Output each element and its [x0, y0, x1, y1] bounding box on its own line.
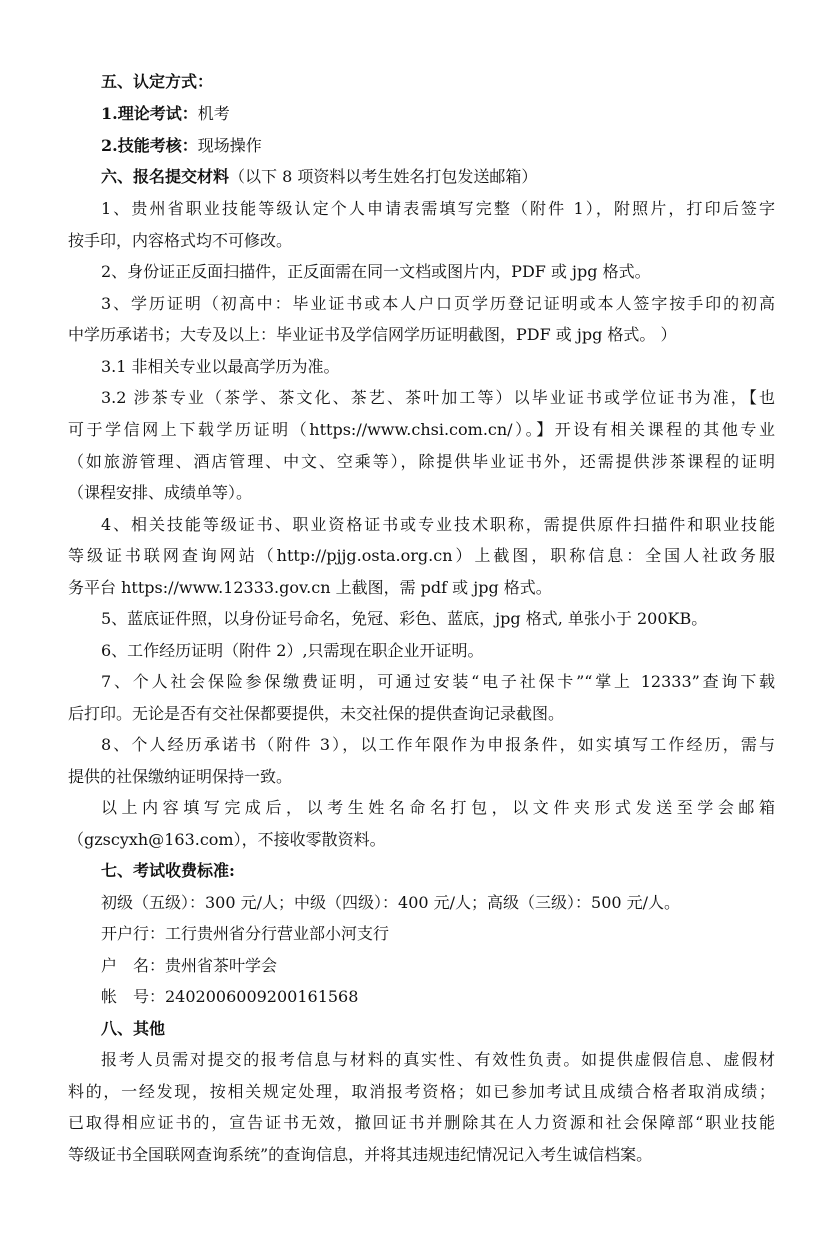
- section-heading-line: [101, 165, 537, 189]
- item-value: 现场操作: [197, 136, 262, 155]
- paragraph-line: 报考人员需对提交的报考信息与材料的真实性、有效性负责。如提供虚假信息、虚假材: [101, 1050, 775, 1069]
- paragraph-line: 3.1 非相关专业以最高学历为准。: [101, 357, 340, 376]
- account-name: 户 名：贵州省茶叶学会: [101, 956, 278, 975]
- item-label: 2.技能考核：: [101, 136, 198, 155]
- paragraph-line: 以上内容填写完成后，以考生姓名命名打包，以文件夹形式发送至学会邮箱: [101, 798, 775, 817]
- paragraph-line: 已取得相应证书的，宣告证书无效，撤回证书并删除其在人力资源和社会保障部“职业技能: [68, 1113, 775, 1132]
- paragraph-line: 中学历承诺书；大专及以上：毕业证书及学信网学历证明截图，PDF 或 jpg 格式。 ）: [68, 325, 677, 344]
- paragraph-line: 提供的社保缴纳证明保持一致。: [68, 767, 293, 786]
- paragraph-line: 料的，一经发现，按相关规定处理，取消报考资格；如已参加考试且成绩合格者取消成绩；: [68, 1082, 775, 1101]
- item-label: 1.理论考试：: [101, 104, 198, 123]
- paragraph-line: 4、相关技能等级证书、职业资格证书或专业技术职称，需提供原件扫描件和职业技能: [101, 515, 775, 534]
- paragraph-line: 6、工作经历证明（附件 2）,只需现在职企业开证明。: [101, 641, 484, 660]
- item-value: 机考: [197, 104, 230, 123]
- fee-line: 初级（五级）：300 元/人；中级（四级）：400 元/人；高级（三级）：500 元/人。: [101, 893, 681, 912]
- paragraph-line: 务平台 https://www.12333.gov.cn 上截图，需 pdf 或 jpg 格式。: [68, 578, 552, 597]
- paragraph-line: 3、学历证明（初高中：毕业证书或本人户口页学历登记证明或本人签字按手印的初高: [101, 294, 775, 313]
- paragraph-line: 3.2 涉茶专业（茶学、茶文化、茶艺、茶叶加工等）以毕业证书或学位证书为准，【也: [101, 388, 775, 407]
- section-heading: 六、报名提交材料: [101, 167, 230, 186]
- paragraph-line: 7、个人社会保险参保缴费证明，可通过安装“电子社保卡”“掌上 12333”查询下载: [101, 672, 775, 691]
- paragraph-line: 等级证书全国联网查询系统”的查询信息，并将其违规违纪情况记入考生诚信档案。: [68, 1145, 653, 1164]
- paragraph-line: 8、个人经历承诺书（附件 3），以工作年限作为申报条件，如实填写工作经历，需与: [101, 735, 775, 754]
- paragraph-line: （课程安排、成绩单等）。: [68, 483, 253, 502]
- paragraph-line: 5、蓝底证件照，以身份证号命名，免冠、彩色、蓝底，jpg 格式, 单张小于 200KB。: [101, 609, 708, 628]
- item-line: [101, 102, 230, 126]
- paragraph-line: （gzscyxh@163.com），不接收零散资料。: [68, 830, 386, 849]
- bank-name: 开户行：工行贵州省分行营业部小河支行: [101, 924, 390, 943]
- section-heading: 七、考试收费标准:: [101, 861, 235, 880]
- paragraph-line: 可于学信网上下载学历证明（https://www.chsi.com.cn/）。】开设有相关课程的其他专业: [68, 420, 775, 439]
- paragraph-line: 2、身份证正反面扫描件，正反面需在同一文档或图片内，PDF 或 jpg 格式。: [101, 262, 651, 281]
- account-number: 帐 号：2402006009200161568: [101, 987, 359, 1006]
- paragraph-line: 后打印。无论是否有交社保都要提供，未交社保的提供查询记录截图。: [68, 704, 565, 723]
- item-line: [101, 134, 262, 158]
- section-heading-note: （以下 8 项资料以考生姓名打包发送邮箱）: [229, 167, 538, 186]
- section-heading: 八、其他: [101, 1019, 166, 1038]
- paragraph-line: 1、贵州省职业技能等级认定个人申请表需填写完整（附件 1），附照片，打印后签字: [101, 199, 775, 218]
- paragraph-line: 等级证书联网查询网站（http://pjjg.osta.org.cn）上截图，职称信息：全国人社政务服: [68, 546, 775, 565]
- paragraph-line: （如旅游管理、酒店管理、中文、空乘等），除提供毕业证书外，还需提供涉茶课程的证明: [68, 452, 775, 471]
- paragraph-line: 按手印，内容格式均不可修改。: [68, 231, 293, 250]
- section-heading: 五、认定方式：: [101, 72, 214, 91]
